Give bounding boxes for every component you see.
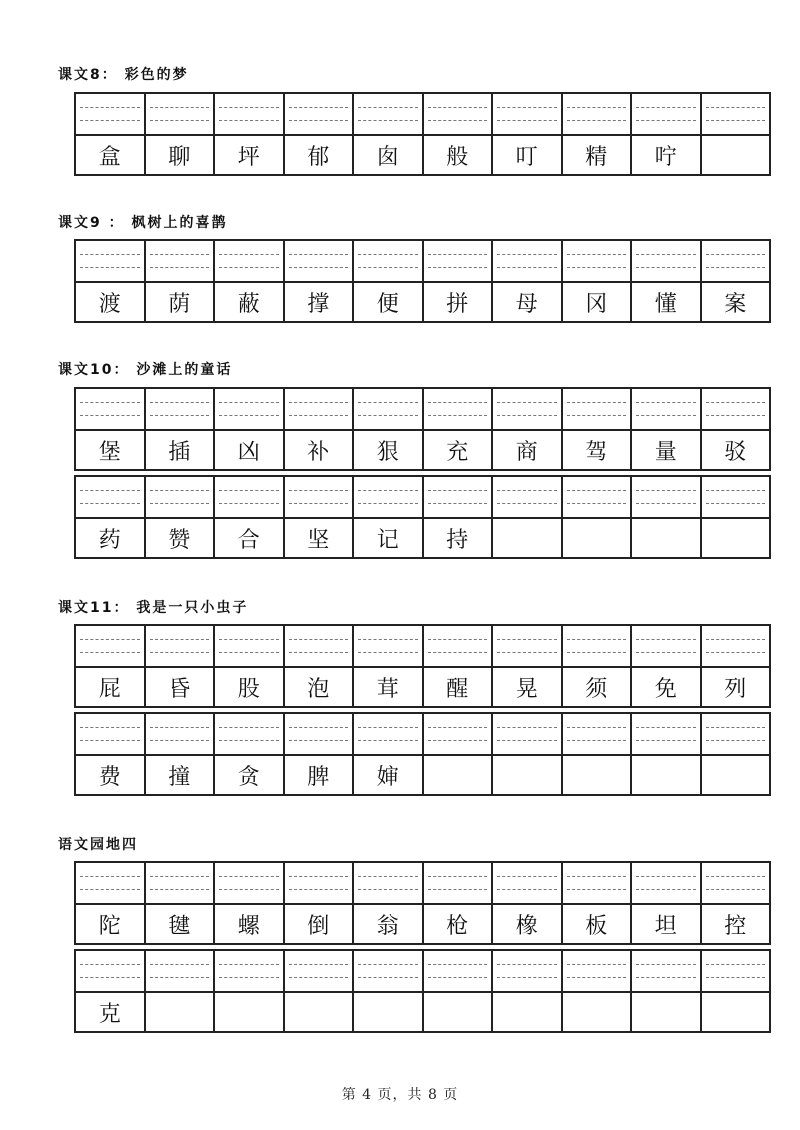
- character-cell: 贪: [215, 756, 285, 794]
- character-cell: 懂: [632, 283, 702, 321]
- pinyin-cell: [563, 389, 633, 429]
- pinyin-cell: [354, 714, 424, 754]
- pinyin-cell: [285, 951, 355, 991]
- pinyin-row: [76, 714, 769, 756]
- character-cell: 枪: [424, 905, 494, 943]
- character-cell: 聊: [146, 136, 216, 174]
- pinyin-cell: [76, 863, 146, 903]
- character-cell: [285, 993, 355, 1031]
- pinyin-row: [76, 951, 769, 993]
- pinyin-cell: [215, 714, 285, 754]
- pinyin-cell: [215, 389, 285, 429]
- character-cell: 控: [724, 913, 747, 939]
- pinyin-cell: [493, 626, 563, 666]
- pinyin-cell: [424, 241, 494, 281]
- pinyin-cell: [632, 241, 702, 281]
- pinyin-cell: [424, 94, 494, 134]
- character-grid: [74, 861, 771, 1033]
- pinyin-row: [76, 477, 769, 519]
- pinyin-cell: [493, 389, 563, 429]
- character-cell: 螺: [215, 905, 285, 943]
- pinyin-cell: [632, 951, 702, 991]
- lesson-title: 语文园地四: [58, 837, 138, 853]
- pinyin-cell: [702, 94, 770, 134]
- pinyin-cell: [354, 94, 424, 134]
- page-footer: 第 4 页，共 8 页: [341, 1087, 459, 1103]
- pinyin-cell: [563, 714, 633, 754]
- character-cell: 盒: [76, 136, 146, 174]
- character-grid: [74, 624, 771, 796]
- character-cell: 板: [563, 905, 633, 943]
- character-cell: 橡: [493, 905, 563, 943]
- grid-row: [74, 387, 771, 471]
- pinyin-cell: [702, 863, 770, 903]
- character-row: [76, 136, 769, 174]
- pinyin-cell: [493, 241, 563, 281]
- grid-row: [74, 624, 771, 708]
- character-cell: 拼: [424, 283, 494, 321]
- pinyin-cell: [563, 241, 633, 281]
- pinyin-cell: [76, 477, 146, 517]
- pinyin-cell: [354, 863, 424, 903]
- character-cell: 持: [424, 519, 494, 557]
- character-cell: [424, 993, 494, 1031]
- pinyin-cell: [702, 241, 770, 281]
- character-cell: [424, 756, 494, 794]
- pinyin-cell: [76, 626, 146, 666]
- character-cell: 须: [563, 668, 633, 706]
- character-cell: 冈: [563, 283, 633, 321]
- pinyin-row: [76, 389, 769, 431]
- pinyin-cell: [493, 951, 563, 991]
- pinyin-cell: [285, 94, 355, 134]
- character-cell: 驾: [563, 431, 633, 469]
- grid-row: [74, 475, 771, 559]
- character-cell: 便: [354, 283, 424, 321]
- pinyin-cell: [493, 94, 563, 134]
- character-cell: 撞: [146, 756, 216, 794]
- character-cell: 翁: [354, 905, 424, 943]
- pinyin-cell: [493, 863, 563, 903]
- pinyin-cell: [424, 714, 494, 754]
- pinyin-cell: [76, 389, 146, 429]
- pinyin-cell: [215, 241, 285, 281]
- character-cell: 补: [285, 431, 355, 469]
- pinyin-cell: [563, 863, 633, 903]
- character-cell: 毽: [146, 905, 216, 943]
- character-cell: [563, 756, 633, 794]
- pinyin-row: [76, 863, 769, 905]
- character-cell: 量: [632, 431, 702, 469]
- character-cell: 案: [724, 291, 747, 317]
- character-cell: 精: [563, 136, 633, 174]
- character-cell: 驳: [724, 439, 747, 465]
- character-cell: [632, 519, 702, 557]
- pinyin-cell: [146, 389, 216, 429]
- character-cell: [702, 756, 770, 794]
- pinyin-cell: [146, 626, 216, 666]
- character-cell: [702, 993, 770, 1031]
- character-grid: [74, 239, 771, 323]
- character-cell: 屁: [76, 668, 146, 706]
- pinyin-cell: [76, 951, 146, 991]
- character-cell: 坦: [632, 905, 702, 943]
- character-cell: 脾: [285, 756, 355, 794]
- pinyin-cell: [424, 626, 494, 666]
- character-cell: 泡: [285, 668, 355, 706]
- character-cell: [354, 993, 424, 1031]
- pinyin-cell: [424, 389, 494, 429]
- pinyin-cell: [702, 389, 770, 429]
- pinyin-cell: [424, 863, 494, 903]
- character-cell: 郁: [285, 136, 355, 174]
- pinyin-cell: [285, 863, 355, 903]
- character-cell: [146, 993, 216, 1031]
- pinyin-cell: [285, 477, 355, 517]
- character-row: [76, 905, 769, 943]
- character-cell: 陀: [76, 905, 146, 943]
- pinyin-row: [76, 241, 769, 283]
- character-row: [76, 283, 769, 321]
- character-cell: 赞: [146, 519, 216, 557]
- character-cell: 茸: [354, 668, 424, 706]
- pinyin-cell: [632, 714, 702, 754]
- character-cell: 般: [424, 136, 494, 174]
- character-grid: [74, 387, 771, 559]
- character-cell: 费: [76, 756, 146, 794]
- pinyin-cell: [493, 714, 563, 754]
- pinyin-cell: [493, 477, 563, 517]
- character-cell: 合: [215, 519, 285, 557]
- character-cell: [702, 519, 770, 557]
- pinyin-cell: [76, 714, 146, 754]
- pinyin-cell: [215, 477, 285, 517]
- grid-row: [74, 712, 771, 796]
- pinyin-cell: [563, 94, 633, 134]
- pinyin-cell: [215, 863, 285, 903]
- pinyin-cell: [285, 241, 355, 281]
- character-cell: 免: [632, 668, 702, 706]
- character-cell: 婶: [354, 756, 424, 794]
- lesson-title: 课文9 ： 枫树上的喜鹊: [58, 215, 228, 231]
- character-cell: 坚: [285, 519, 355, 557]
- character-row: [76, 431, 769, 469]
- pinyin-row: [76, 94, 769, 136]
- character-cell: 坪: [215, 136, 285, 174]
- character-cell: 充: [424, 431, 494, 469]
- character-cell: [563, 993, 633, 1031]
- character-cell: [215, 993, 285, 1031]
- pinyin-cell: [563, 626, 633, 666]
- pinyin-cell: [632, 863, 702, 903]
- pinyin-cell: [563, 951, 633, 991]
- pinyin-cell: [632, 477, 702, 517]
- character-cell: 晃: [493, 668, 563, 706]
- pinyin-cell: [146, 714, 216, 754]
- pinyin-cell: [424, 477, 494, 517]
- pinyin-cell: [215, 94, 285, 134]
- pinyin-cell: [146, 863, 216, 903]
- character-cell: 囱: [354, 136, 424, 174]
- character-cell: [632, 756, 702, 794]
- character-cell: 咛: [632, 136, 702, 174]
- pinyin-cell: [632, 94, 702, 134]
- grid-row: [74, 861, 771, 945]
- grid-row: [74, 949, 771, 1033]
- character-cell: 药: [76, 519, 146, 557]
- pinyin-cell: [702, 477, 770, 517]
- pinyin-cell: [146, 94, 216, 134]
- character-cell: 渡: [76, 283, 146, 321]
- grid-row: [74, 239, 771, 323]
- pinyin-cell: [354, 477, 424, 517]
- pinyin-cell: [563, 477, 633, 517]
- lesson-title: 课文11： 我是一只小虫子: [58, 600, 249, 616]
- pinyin-cell: [285, 626, 355, 666]
- character-cell: 记: [354, 519, 424, 557]
- character-cell: 倒: [285, 905, 355, 943]
- pinyin-row: [76, 626, 769, 668]
- character-cell: 蔽: [215, 283, 285, 321]
- character-cell: 凶: [215, 431, 285, 469]
- character-cell: [702, 136, 770, 174]
- character-row: [76, 756, 769, 794]
- lesson-title: 课文10： 沙滩上的童话: [58, 362, 233, 378]
- character-cell: 股: [215, 668, 285, 706]
- pinyin-cell: [354, 626, 424, 666]
- pinyin-cell: [215, 951, 285, 991]
- pinyin-cell: [285, 389, 355, 429]
- pinyin-cell: [354, 389, 424, 429]
- character-cell: 列: [724, 676, 747, 702]
- character-cell: 克: [76, 993, 146, 1031]
- character-cell: 昏: [146, 668, 216, 706]
- pinyin-cell: [285, 714, 355, 754]
- character-cell: 狠: [354, 431, 424, 469]
- character-cell: 堡: [76, 431, 146, 469]
- pinyin-cell: [354, 241, 424, 281]
- character-grid: [74, 92, 771, 176]
- lesson-title: 课文8： 彩色的梦: [58, 67, 189, 83]
- pinyin-cell: [702, 951, 770, 991]
- pinyin-cell: [424, 951, 494, 991]
- pinyin-cell: [146, 477, 216, 517]
- character-cell: 商: [493, 431, 563, 469]
- pinyin-cell: [632, 389, 702, 429]
- pinyin-cell: [702, 714, 770, 754]
- character-cell: [632, 993, 702, 1031]
- character-cell: 撑: [285, 283, 355, 321]
- character-row: [76, 668, 769, 706]
- character-row: [76, 519, 769, 557]
- character-cell: 荫: [146, 283, 216, 321]
- character-cell: 醒: [424, 668, 494, 706]
- character-cell: [493, 756, 563, 794]
- character-cell: [493, 993, 563, 1031]
- pinyin-cell: [215, 626, 285, 666]
- character-cell: 母: [493, 283, 563, 321]
- pinyin-cell: [702, 626, 770, 666]
- pinyin-cell: [354, 951, 424, 991]
- pinyin-cell: [146, 241, 216, 281]
- grid-row: [74, 92, 771, 176]
- character-cell: 叮: [493, 136, 563, 174]
- pinyin-cell: [76, 94, 146, 134]
- character-cell: [493, 519, 563, 557]
- pinyin-cell: [146, 951, 216, 991]
- pinyin-cell: [632, 626, 702, 666]
- pinyin-cell: [76, 241, 146, 281]
- character-cell: 插: [146, 431, 216, 469]
- character-cell: [563, 519, 633, 557]
- character-row: [76, 993, 769, 1031]
